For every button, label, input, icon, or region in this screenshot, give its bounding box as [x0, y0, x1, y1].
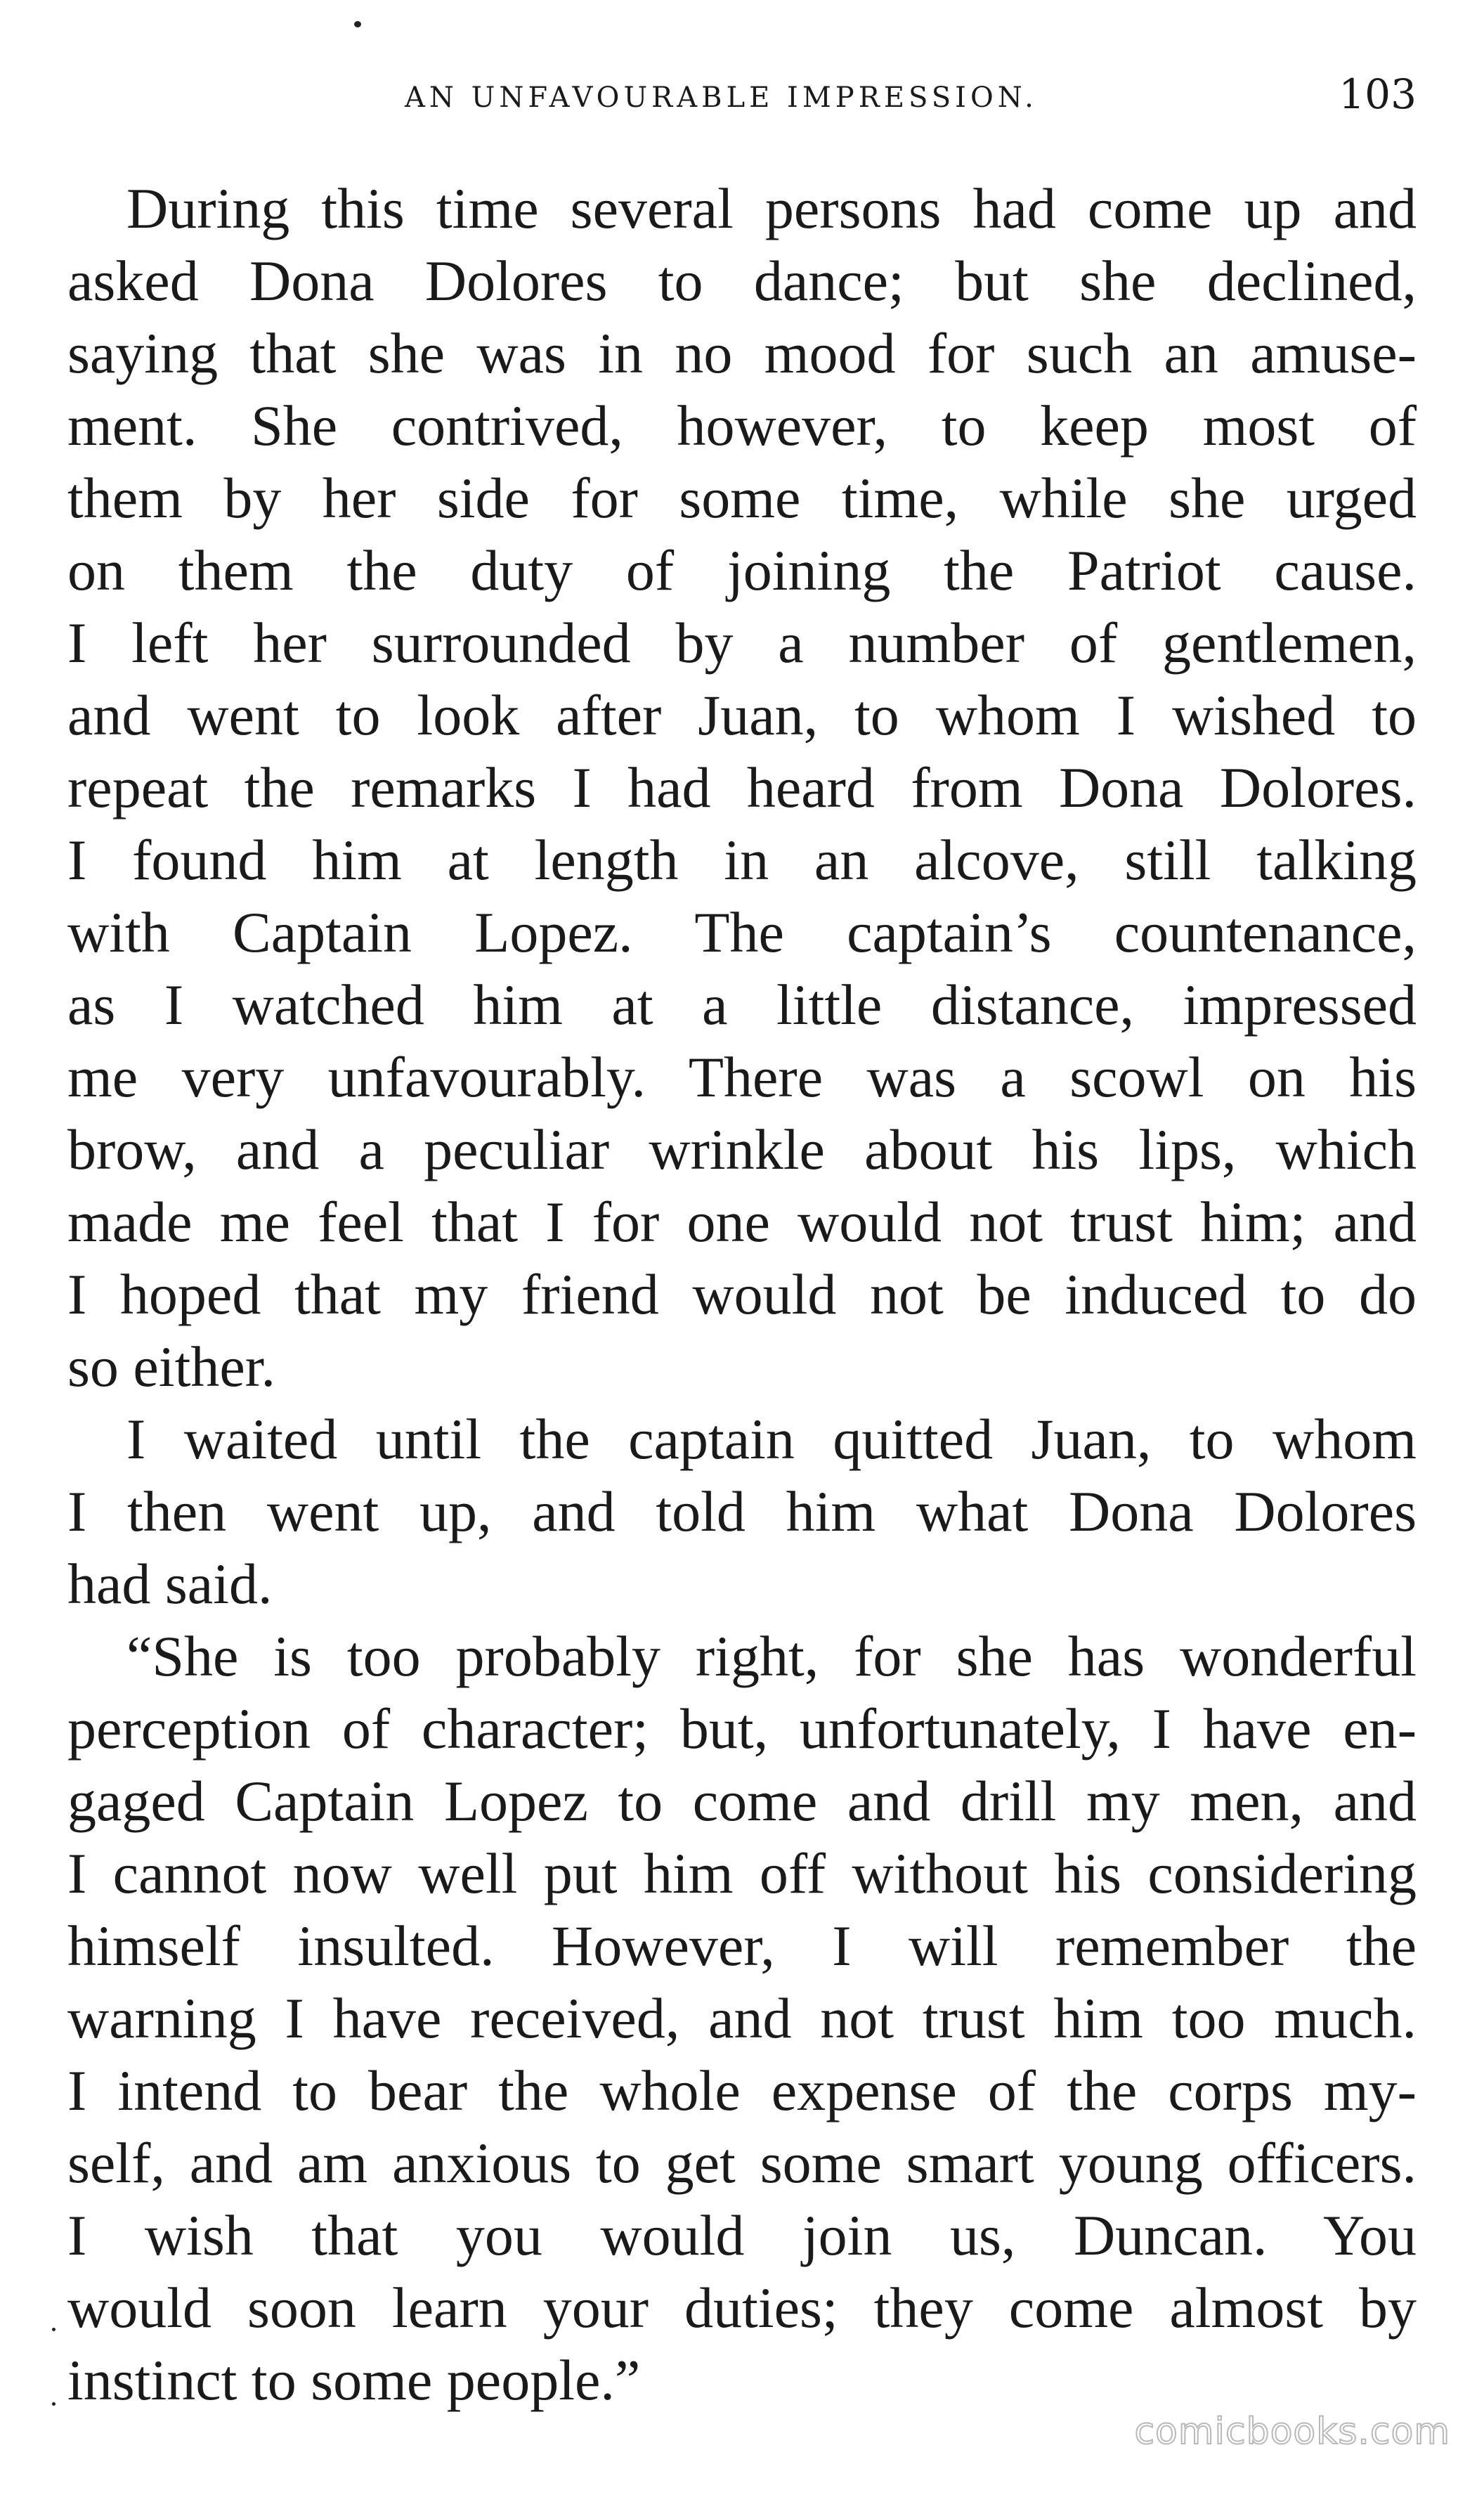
- text-line: would soon learn your duties; they come almost by: [67, 2276, 1417, 2340]
- text-line: saying that she was in no mood for such an amuse-: [67, 321, 1417, 385]
- text-line: I then went up, and told him what Dona Dolores: [67, 1479, 1417, 1543]
- text-line: asked Dona Dolores to dance; but she declined,: [67, 249, 1417, 313]
- text-line: on them the duty of joining the Patriot cause.: [67, 538, 1417, 602]
- text-line: I cannot now well put him off without his considering: [67, 1841, 1417, 1905]
- text-line: ment. She contrived, however, to keep most of: [67, 394, 1417, 458]
- page-header: [67, 67, 1417, 127]
- text-line: so either.: [67, 1335, 276, 1399]
- text-line: them by her side for some time, while she urged: [67, 466, 1417, 530]
- text-line: gaged Captain Lopez to come and drill my men, and: [67, 1769, 1417, 1833]
- text-line: self, and am anxious to get some smart young officers.: [67, 2131, 1417, 2195]
- text-line: warning I have received, and not trust him too much.: [67, 1986, 1417, 2050]
- text-line: brow, and a peculiar wrinkle about his lips, which: [67, 1117, 1417, 1181]
- ink-speck-left-2: [52, 2402, 56, 2406]
- text-line: perception of character; but, unfortunately, I have en-: [67, 1697, 1417, 1761]
- text-line: During this time several persons had come up and: [126, 176, 1417, 240]
- text-line: repeat the remarks I had heard from Dona Dolores.: [67, 756, 1417, 819]
- ink-speck-left-1: [52, 2328, 56, 2331]
- text-line: I waited until the captain quitted Juan, to whom: [126, 1407, 1417, 1471]
- ink-speck-top: [354, 21, 361, 27]
- running-title: AN UNFAVOURABLE IMPRESSION.: [405, 82, 1038, 114]
- text-line: I left her surrounded by a number of gentlemen,: [67, 611, 1417, 675]
- text-line: as I watched him at a little distance, impressed: [67, 973, 1417, 1037]
- text-line: himself insulted. However, I will remember the: [67, 1914, 1417, 1978]
- text-line: “She is too probably right, for she has wonderful: [126, 1624, 1417, 1688]
- text-line: had said.: [67, 1552, 273, 1616]
- text-line: I wish that you would join us, Duncan. You: [67, 2203, 1417, 2267]
- watermark: comicbooks.com: [1134, 2411, 1450, 2453]
- body-text: [67, 172, 1417, 2416]
- text-line: I intend to bear the whole expense of the corps my-: [67, 2059, 1417, 2122]
- text-line: me very unfavourably. There was a scowl on his: [67, 1045, 1417, 1109]
- text-line: I found him at length in an alcove, still talking: [67, 828, 1417, 892]
- text-line: and went to look after Juan, to whom I wished to: [67, 683, 1417, 747]
- text-line: made me feel that I for one would not trust him; and: [67, 1190, 1417, 1254]
- text-line: instinct to some people.”: [67, 2348, 641, 2412]
- text-line: with Captain Lopez. The captain’s countenance,: [67, 900, 1417, 964]
- text-line: I hoped that my friend would not be induced to do: [67, 1262, 1417, 1326]
- page-number: 103: [1339, 70, 1417, 118]
